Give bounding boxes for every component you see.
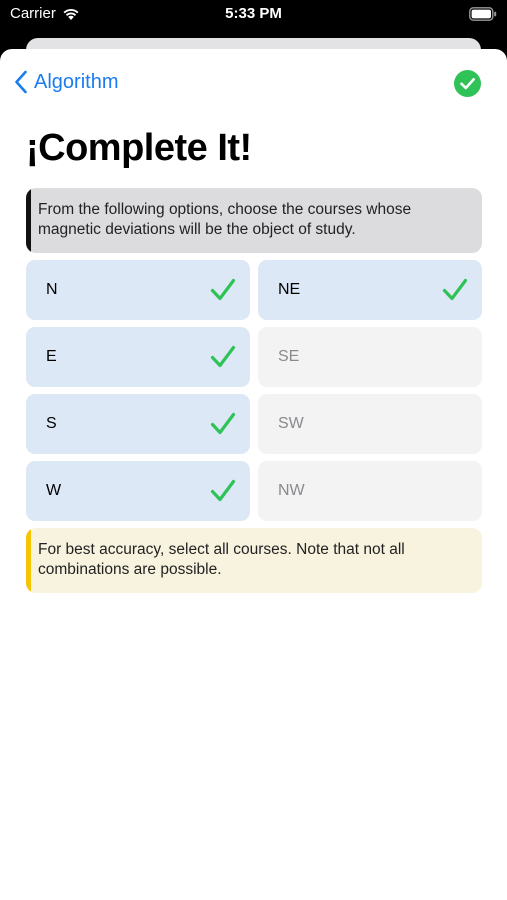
checkmark-icon <box>210 478 236 504</box>
accuracy-note-text: For best accuracy, select all courses. Note that not all combinations are possible. <box>38 541 405 578</box>
carrier-label: Carrier <box>10 5 56 22</box>
course-option-e[interactable] <box>26 327 250 387</box>
accuracy-note-callout <box>26 528 482 593</box>
battery-icon <box>469 7 497 25</box>
course-option-label: SE <box>278 348 300 365</box>
course-option-s[interactable] <box>26 394 250 454</box>
checkmark-icon <box>210 277 236 303</box>
navigation-bar <box>0 49 507 119</box>
course-option-n[interactable] <box>26 260 250 320</box>
course-option-w[interactable] <box>26 461 250 521</box>
course-option-sw[interactable] <box>258 394 482 454</box>
course-option-label: SW <box>278 415 304 432</box>
checkmark-icon <box>210 344 236 370</box>
course-option-label: N <box>46 281 58 298</box>
course-option-ne[interactable] <box>258 260 482 320</box>
instruction-callout <box>26 188 482 253</box>
status-bar <box>0 0 507 30</box>
course-option-se[interactable] <box>258 327 482 387</box>
clock: 5:33 PM <box>225 5 282 22</box>
course-option-label: E <box>46 348 57 365</box>
course-option-nw[interactable] <box>258 461 482 521</box>
course-option-label: W <box>46 482 62 499</box>
course-options-grid <box>26 260 482 521</box>
course-option-label: S <box>46 415 57 432</box>
instruction-text: From the following options, choose the courses whose magnetic deviations will be the object of study. <box>38 201 412 238</box>
modal-sheet <box>0 49 507 900</box>
chevron-left-icon <box>14 70 28 94</box>
back-button[interactable] <box>14 70 118 94</box>
course-option-label: NE <box>278 281 301 298</box>
done-checkmark-icon[interactable] <box>454 70 481 97</box>
course-option-label: NW <box>278 482 305 499</box>
back-button-label: Algorithm <box>34 70 119 93</box>
checkmark-icon <box>210 411 236 437</box>
page-title: ¡Complete It! <box>26 127 252 169</box>
checkmark-icon <box>442 277 468 303</box>
